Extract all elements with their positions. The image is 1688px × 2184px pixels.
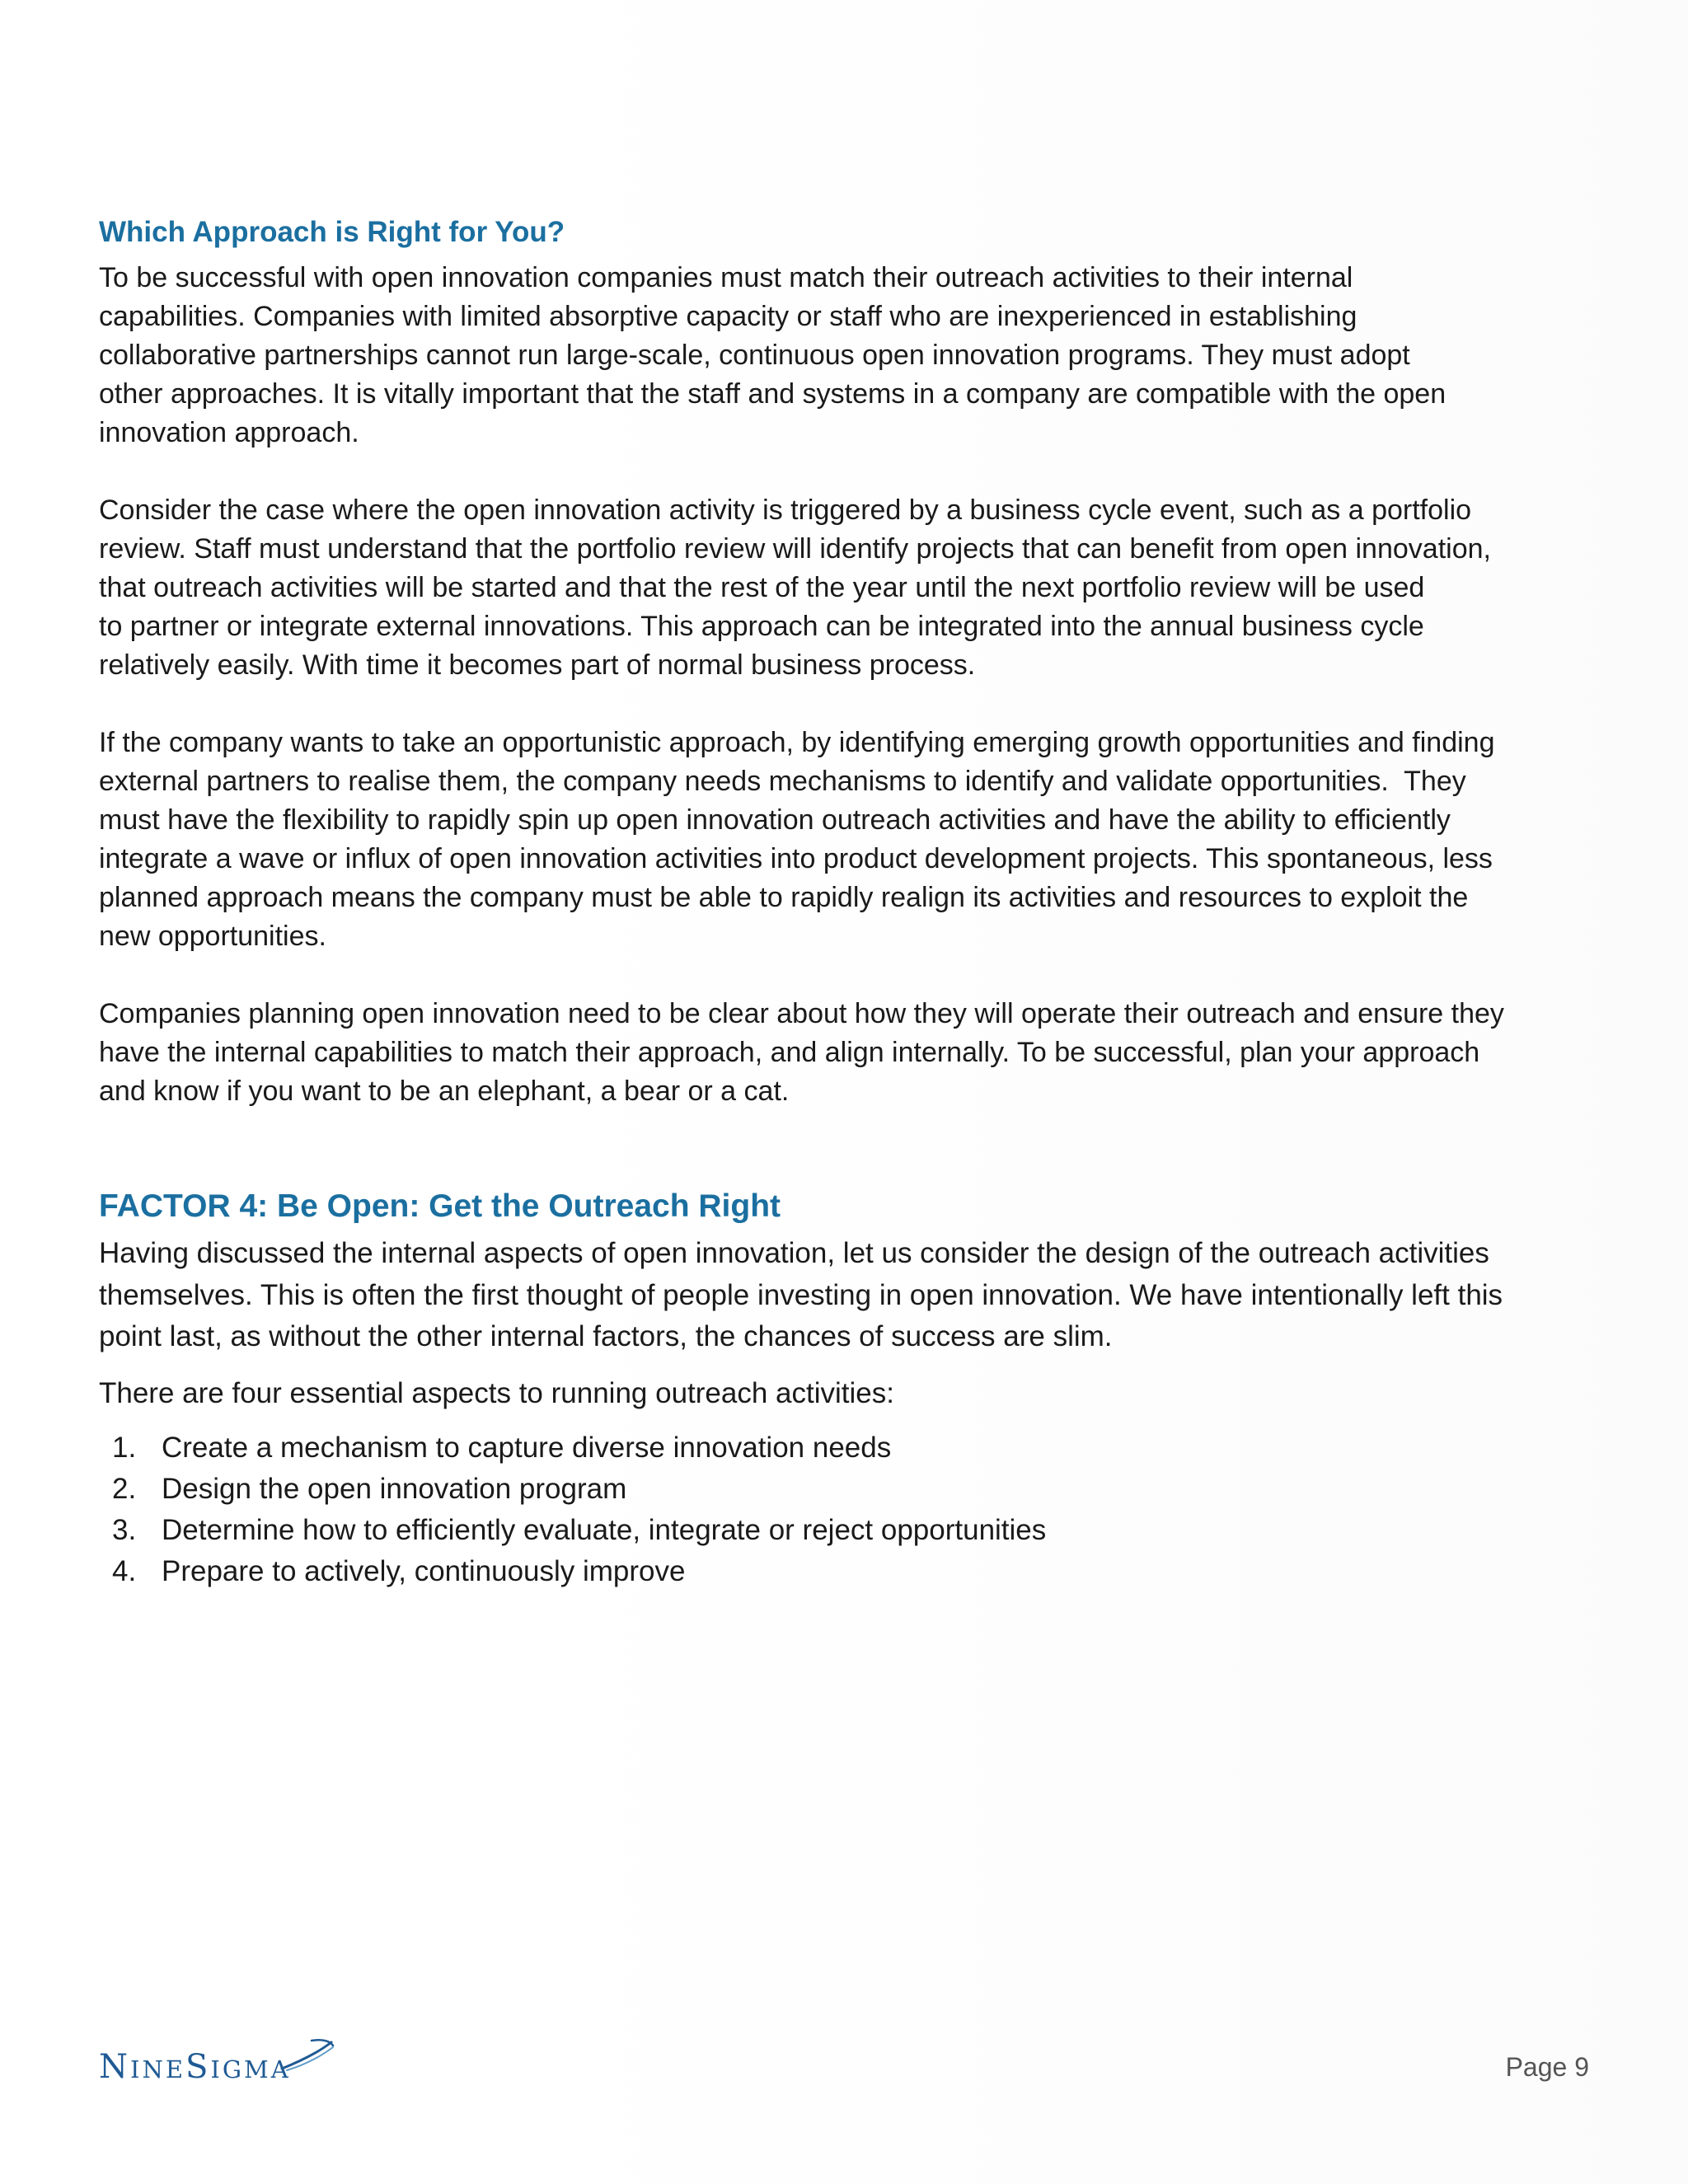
paragraph-1: To be successful with open innovation companies must match their outreach activities to their internal capabilities. Companies with limited absorptive capacity or staff who are inexperienced in establishing collaborative partnerships cannot run large-scale, continuous open innovation programs. They must adopt other approaches. It is vitally important that the staff and systems in a company are compatible with the open innovation approach. (99, 262, 1447, 448)
ninesigma-logo (99, 2042, 291, 2086)
list-intro: There are four essential aspects to running outreach activities: (99, 1376, 894, 1409)
page-number: Page 9 (1505, 2052, 1589, 2082)
list-item-number: 3. (112, 1513, 137, 1546)
section-spacer (99, 1111, 1599, 1144)
paragraph-factor-4: Having discussed the internal aspects of open innovation, let us consider the design of the outreach activities themselves. This is often the first thought of people investing in open innovation. We have intentionally left this point last, as without the other internal factors, the chances of success are slim. (99, 1237, 1503, 1352)
paragraph-2: Consider the case where the open innovation activity is triggered by a business cycle event, such as a portfolio review. Staff must understand that the portfolio review will identify projects that can benefit from open innovation, that outreach activities will be started and that the rest of the year until the next portfolio review will be used to partner or integrate external innovations. This approach can be integrated into the annual business cycle relatively easily. With time it becomes part of normal business process. (99, 494, 1491, 681)
section-heading-factor-4: FACTOR 4: Be Open: Get the Outreach Right (99, 1188, 781, 1224)
list-item-text: Create a mechanism to capture diverse innovation needs (162, 1431, 892, 1464)
list-item (99, 1551, 1599, 1592)
outreach-aspects-list (99, 1427, 1599, 1592)
page-content (99, 213, 1599, 1592)
logo-swoosh-icon (279, 2037, 336, 2074)
list-item (99, 1469, 1599, 1510)
list-item-number: 4. (112, 1554, 137, 1587)
section-heading-approach: Which Approach is Right for You? (99, 216, 565, 248)
list-item-text: Prepare to actively, continuously improve (162, 1554, 686, 1587)
list-item (99, 1510, 1599, 1551)
list-item-number: 2. (112, 1472, 137, 1505)
list-item-text: Design the open innovation program (162, 1472, 627, 1505)
list-item-number: 1. (112, 1431, 137, 1464)
section-spacer-2 (99, 1144, 1599, 1183)
list-item (99, 1427, 1599, 1469)
list-item-text: Determine how to efficiently evaluate, integrate or reject opportunities (162, 1513, 1047, 1546)
paragraph-3: If the company wants to take an opportunistic approach, by identifying emerging growth opportunities and finding external partners to realise them, the company needs mechanisms to identify and validate opportunities. They must have the flexibility to rapidly spin up open innovation outreach activities and have the ability to efficiently integrate a wave or influx of open innovation activities into product development projects. This spontaneous, less planned approach means the company must be able to rapidly realign its activities and resources to exploit the new opportunities. (99, 727, 1495, 952)
logo-wordmark: NINESIGMA (99, 2048, 291, 2086)
paragraph-4: Companies planning open innovation need to be clear about how they will operate their outreach and ensure they have the internal capabilities to match their approach, and align internally. To be successful, plan your approach and know if you want to be an elephant, a bear or a cat. (99, 998, 1504, 1107)
